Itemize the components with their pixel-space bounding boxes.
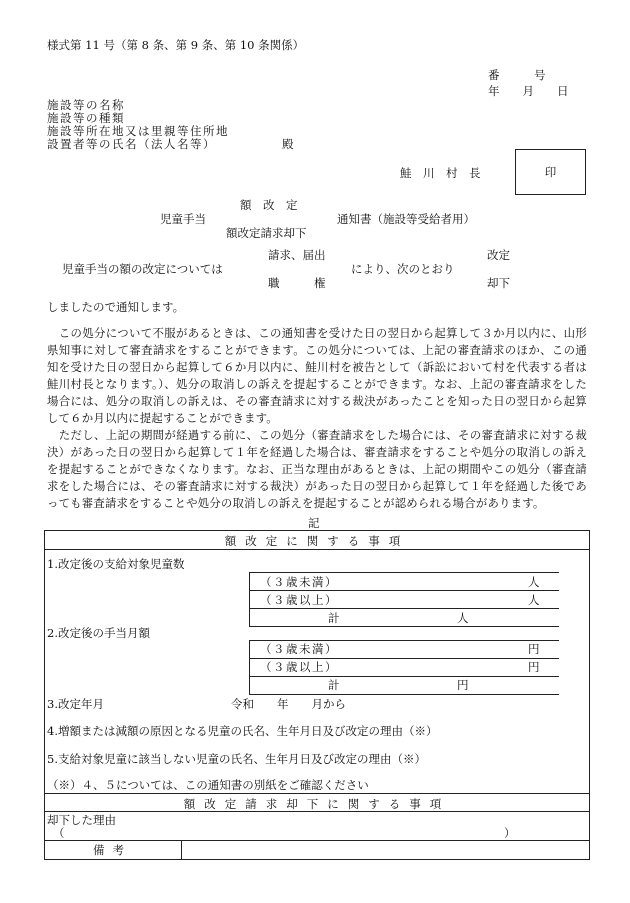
item2-under3-unit: 円 <box>528 642 540 656</box>
facility-type-label: 施設等の種類 <box>47 111 125 125</box>
item1-total-label: 計 <box>328 611 340 625</box>
remarks-label: 備考 <box>93 843 132 857</box>
item4-label: 4.増額または減額の原因となる児童の氏名、生年月日及び改定の理由（※） <box>47 724 438 738</box>
intro-option-revise: 改定 <box>487 248 510 262</box>
item2-label: 2.改定後の手当月額 <box>47 626 150 640</box>
item1-under3-label: （３歳未満） <box>260 575 338 589</box>
divider <box>249 640 559 641</box>
divider <box>249 572 559 573</box>
title-suffix: 通知書（施設等受給者用） <box>337 212 475 226</box>
item1-over3-label: （３歳以上） <box>260 593 338 607</box>
date-label: 年 月 日 <box>488 84 569 98</box>
revision-details-header: 額改定に関する事項 <box>224 534 410 548</box>
seal-box <box>515 149 586 195</box>
item3-label: 3.改定年月 <box>47 697 104 711</box>
appeal-paragraph-1: この処分について不服があるときは、この通知書を受けた日の翌日から起算して３か月以内に、山形県知事に対して審査請求をすることができます。この処分については、上記の審査請求のほか、この通知を受けた日の翌日から起算して６か月以内に、鮭川村を被告として（訴訟において村を代表する者は鮭川村長となります。）、処分の取消しの訴えを提起することができます。なお、上記の審査請求をした場合には、処分の取消しの訴えは、その審査請求に対する裁決があったことを知った日の翌日から起算して６か月以内に提起することができます。 <box>47 326 587 425</box>
item2-under3-label: （３歳未満） <box>260 642 338 656</box>
rejection-details-header: 額改定請求却下に関する事項 <box>183 797 451 811</box>
divider <box>249 640 250 694</box>
item1-under3-unit: 人 <box>528 575 540 589</box>
divider <box>44 549 590 550</box>
divider <box>249 676 559 677</box>
document-number-label: 番 号 <box>488 68 546 82</box>
divider <box>249 626 559 627</box>
divider <box>249 572 250 626</box>
item2-over3-label: （３歳以上） <box>260 660 338 674</box>
item3-value: 令和 年 月から <box>231 697 346 711</box>
honorific: 殿 <box>282 137 294 151</box>
intro-lead: 児童手当の額の改定については <box>62 262 223 276</box>
appeal-paragraph-2: ただし、上記の期間が経過する前に、この処分（審査請求をした場合には、その審査請求に対する裁決）があった日の翌日から起算して１年を経過した場合は、審査請求をすることや処分の取消しの訴えを提起することができなくなります。なお、正当な理由があるときは、上記の期間やこの処分（審査請求をした場合には、その審査請求に対する裁決）があった日の翌日から起算して１年を経過した後であっても審査請求をすることや処分の取消しの訴えを提起することが認められる場合があります。 <box>47 428 587 510</box>
divider <box>249 658 559 659</box>
intro-mid: により、次のとおり <box>351 262 455 276</box>
items-note: （※）４、５については、この通知書の別紙をご確認ください <box>47 778 369 792</box>
divider <box>249 608 559 609</box>
title-option-revision: 額 改 定 <box>240 198 298 212</box>
rejection-reason-label: 却下した理由 <box>47 813 116 827</box>
item2-total-unit: 円 <box>457 678 469 692</box>
item2-over3-unit: 円 <box>528 660 540 674</box>
divider <box>249 590 559 591</box>
item5-label: 5.支給対象児童に該当しない児童の氏名、生年月日及び改定の理由（※） <box>47 752 426 766</box>
facility-name-label: 施設等の名称 <box>47 98 125 112</box>
item2-total-label: 計 <box>328 678 340 692</box>
facility-address-label: 施設等所在地又は里親等住所地 <box>47 124 229 138</box>
divider <box>249 694 559 695</box>
reason-close-paren: ） <box>504 826 516 840</box>
reason-open-paren: （ <box>53 826 65 840</box>
divider <box>181 840 182 860</box>
intro-option-reject: 却下 <box>487 276 510 290</box>
operator-name-label: 設置者等の氏名（法人名等） <box>47 137 216 151</box>
item1-label: 1.改定後の支給対象児童数 <box>47 557 185 571</box>
seal-label: 印 <box>544 165 557 179</box>
divider <box>44 811 590 812</box>
ki-heading: 記 <box>308 516 320 530</box>
intro-option-authority: 職 権 <box>268 276 326 290</box>
intro-end: しましたので通知します。 <box>47 300 185 314</box>
title-option-rejection: 額改定請求却下 <box>226 226 307 240</box>
title-prefix: 児童手当 <box>160 212 206 226</box>
issuer-name: 鮭 川 村 長 <box>400 166 481 180</box>
item1-over3-unit: 人 <box>528 593 540 607</box>
item1-total-unit: 人 <box>457 611 469 625</box>
form-number: 様式第 11 号（第 8 条、第 9 条、第 10 条関係） <box>47 38 305 52</box>
intro-option-request: 請求、届出 <box>268 248 326 262</box>
